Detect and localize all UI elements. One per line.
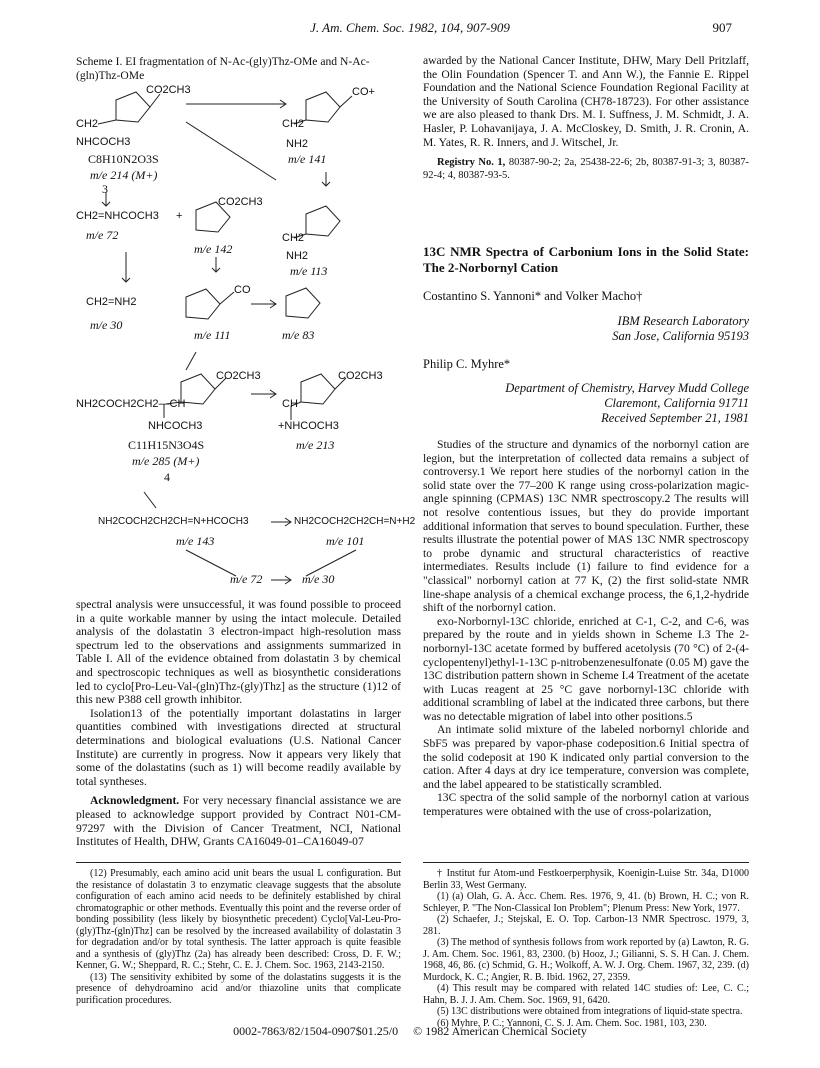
- co2ch3-label: CO2CH3: [216, 370, 261, 382]
- page-footer: [0, 1024, 820, 1039]
- paragraph: spectral analysis were unsuccessful, it was found possible to proceed in a quite workable manner by using the intact molecule. Detailed analysis of the dolastatin 3 electron-impact high-resolution mass spectrum led to the observations and assignments summarized in Table I. All of the evidence obtained from dolastatin 3 by chemical and spectroscopic techniques as well as biosynthetic considerations led to cyclo[Pro-Leu-Val-(gln)Thz-(gly)Thz] as the structure (1)12 of this new P388 cell growth inhibitor.: [76, 598, 401, 707]
- mz-83: m/e 83: [282, 328, 315, 342]
- affiliation-line: Department of Chemistry, Harvey Mudd College: [505, 381, 749, 396]
- page-number: 907: [712, 20, 732, 35]
- mz-72: m/e 72: [86, 228, 119, 242]
- co2ch3-label: CO2CH3: [218, 196, 263, 208]
- nhcoch3-label: NHCOCH3: [148, 420, 203, 432]
- mz-143: m/e 143: [176, 534, 215, 548]
- scheme-caption: Scheme I. EI fragmentation of N-Ac-(gly)Thz-OMe and N-Ac-(gln)Thz-OMe: [76, 55, 370, 82]
- nh2-label: NH2: [286, 138, 309, 150]
- compound-number-4: 4: [164, 470, 170, 484]
- mz-213: m/e 213: [296, 438, 335, 452]
- thiazole-ring-83: [286, 288, 320, 318]
- registry-numbers: [423, 157, 749, 182]
- acknowledgment: [76, 794, 401, 848]
- author-myhre: Philip C. Myhre*: [423, 356, 511, 371]
- article-title: 13C NMR Spectra of Carbonium Ions in the Solid State: The 2-Norbornyl Cation: [423, 244, 749, 275]
- registry-text: 80387-90-2; 2a, 25438-22-6; 2b, 80387-91-3; 3, 80387-92-4; 4, 80387-93-5.: [423, 157, 749, 181]
- thiazole-ring-111: [186, 289, 220, 319]
- article-header: [423, 244, 749, 426]
- fragmentation-scheme: [76, 52, 416, 592]
- mz-141: m/e 141: [288, 152, 327, 166]
- mz-101: m/e 101: [326, 534, 365, 548]
- ch2-label: CH2: [76, 118, 99, 130]
- ch2-nhcoch3-label: CH2=NHCOCH3: [76, 210, 159, 222]
- nhcoch3-cation-label: +NHCOCH3: [278, 420, 339, 432]
- thiazoline-ring-141: [306, 92, 340, 122]
- paragraph: An intimate solid mixture of the labeled norbornyl chloride and SbF5 was prepared by vapor-phase codeposition.6 Initial spectra of the solid codeposit at 190 K indicated only partial conversion to the cation. After 4 days at dry ice temperature, conversion was complete, and the label appeared to be statistically scrambled.: [423, 723, 749, 791]
- right-footnotes: [423, 868, 749, 1029]
- received-date: Received September 21, 1981: [601, 411, 749, 426]
- formula-4: C11H15N3O4S: [128, 438, 205, 452]
- mz-214: m/e 214 (M+): [90, 168, 158, 182]
- ch-label: CH: [282, 398, 298, 410]
- journal-citation: J. Am. Chem. Soc. 1982, 104, 907-909: [310, 20, 510, 35]
- footnote-6: (6) Myhre, P. C.; Yannoni, C. S. J. Am. Chem. Soc. 1981, 103, 230.: [437, 1017, 707, 1029]
- co2ch3-label: CO2CH3: [146, 84, 191, 96]
- nh2coch2-chain-label: NH2COCH2CH2—CH: [76, 398, 186, 410]
- fragment-101-label: NH2COCH2CH2CH=N+H2: [294, 516, 416, 527]
- nh2-label: NH2: [286, 250, 309, 262]
- ch2-label: CH2: [282, 232, 305, 244]
- paragraph: Isolation13 of the potentially important dolastatins in larger quantities combined with investigations directed at structural determinations and biological evaluations (U.S. National Cancer Institute) are currently in progress. Now it appears very likely that some of the dolastatins (such as 1) will become readily available by total syntheses.: [76, 706, 401, 788]
- registry-heading: Registry No. 1,: [437, 157, 506, 169]
- co-radical-label: CO: [234, 284, 251, 296]
- compound-number-3: 3: [102, 182, 108, 196]
- co2ch3-label: CO2CH3: [338, 370, 383, 382]
- thiazole-ring-113: [306, 206, 340, 236]
- mz-30: m/e 30: [90, 318, 123, 332]
- affiliation-ibm: [423, 314, 749, 344]
- right-column-top: [423, 54, 749, 182]
- plus-label: +: [176, 210, 183, 222]
- formula-3: C8H10N2O3S: [88, 152, 159, 166]
- paragraph: Studies of the structure and dynamics of the norbornyl cation are legion, but the interpretation of collected data remains a subject of controversy.1 We report here studies of the norbornyl cation in the solid state over the 77–200 K range using cross-polarization magic-angle spinning (CPMAS) 13C NMR spectroscopy.2 The results will not resolve contentious issues, but they do provide important additional information that serves to bound speculation. Further, these results illustrate the potential power of MAS 13C NMR spectroscopy to probe dynamic and structural characteristics of reactive intermediates. Results include (1) failure to find evidence for a "classical" norbornyl cation at 77 K, (2) the first solid-state NMR line-shape analysis of a chemical exchange process, the 6,1,2-hydride shift of the norbornyl cation.: [423, 438, 749, 615]
- footnote-3: (3) The method of synthesis follows from work reported by (a) Lawton, R. G. J. Am. Chem. Soc. 1961, 83, 2300. (b) Hooz, J.; Gilianni, S. S. H Can. J. Chem. 1968, 46, 86. (c) Schmid, G. H.; Wolkoff, A. W. J. Org. Chem. 1967, 32, 239. (d) Murdock, K. C.; Angier, R. B. Ibid. 1962, 27, 2359.: [423, 937, 749, 983]
- ch2-nh2-label: CH2=NH2: [86, 296, 137, 308]
- right-column-body: [423, 438, 749, 819]
- left-footnotes: [76, 868, 401, 1006]
- acknowledgment-heading: Acknowledgment.: [90, 794, 180, 808]
- footnote-1: (1) (a) Olah, G. A. Acc. Chem. Res. 1976, 9, 41. (b) Brown, H. C.; von R. Schleyer, P. "The Non-Classical Ion Problem"; Plenum Press: New York, 1977.: [423, 891, 749, 914]
- thiazoline-ring-4: [181, 374, 215, 404]
- mz-285: m/e 285 (M+): [132, 454, 200, 468]
- affiliation-line: San Jose, California 95193: [612, 328, 749, 343]
- affiliation-line: IBM Research Laboratory: [617, 313, 749, 328]
- authors: Costantino S. Yannoni* and Volker Macho†: [423, 289, 643, 303]
- left-column-body: [76, 598, 401, 849]
- acknowledgment-text: For very necessary financial assistance we are pleased to acknowledge support provided by Contract N01-CM-97297 with the Division of Cancer Treatment, NCI, National Institutes of Health, DHW, Grants CA16049-01–CA16049-07: [76, 794, 401, 849]
- fragment-143-label: NH2COCH2CH2CH=N+HCOCH3: [98, 516, 249, 527]
- footnote-dagger: † Institut fur Atom-und Festkoerperphysik, Koenigin-Luise Str. 34a, D1000 Berlin 33, West Germany.: [423, 868, 749, 891]
- affiliation-line: Claremont, California 91711: [604, 396, 749, 411]
- thiazoline-ring-213: [301, 374, 335, 404]
- mz-142: m/e 142: [194, 242, 233, 256]
- mz-113: m/e 113: [290, 264, 328, 278]
- footnote-13: (13) The sensitivity exhibited by some of the dolastatins suggests it is the presence of dehydroamino acid and/or thiazoline units that complicate purification procedures.: [76, 971, 401, 1006]
- co-plus-label: CO+: [352, 86, 375, 98]
- footnote-2: (2) Schaefer, J.; Stejskal, E. O. Top. Carbon-13 NMR Spectrosc. 1979, 3, 281.: [423, 914, 749, 937]
- footnote-divider: [76, 862, 401, 863]
- paragraph: exo-Norbornyl-13C chloride, enriched at C-1, C-2, and C-6, was prepared by the route and in yields shown in Scheme I.3 The 2-norbornyl-13C acetate formed by buffered acetolysis (70 °C) of 2-(4-cyclopentenyl)ethyl-1-13C p-nitrobenzenesulfonate (0.05 M) gave the 13C distribution pattern shown in Scheme I.4 Treatment of the acetate with Lucas reagent at 25 °C gave norbornyl-13C chloride with additional scrambling of label at the indicated three carbons, but there was no detectable migration of label into other positions.5: [423, 614, 749, 723]
- mz-72: m/e 72: [230, 572, 263, 586]
- thiazoline-ring-3: [116, 92, 150, 122]
- mz-30: m/e 30: [302, 572, 335, 586]
- footnote-divider: [423, 862, 749, 863]
- running-header: [0, 20, 820, 40]
- copyright: © 1982 American Chemical Society: [413, 1024, 587, 1038]
- nhcoch3-label: NHCOCH3: [76, 136, 131, 148]
- article-code: 0002-7863/82/1504-0907$01.25/0: [233, 1024, 399, 1038]
- footnote-4: (4) This result may be compared with related 14C studies of: Lee, C. C.; Hahn, B. J. J. Am. Chem. Soc. 1969, 91, 6420.: [423, 983, 749, 1006]
- footnote-12: (12) Presumably, each amino acid unit bears the usual L configuration. But the resistance of dolastatin 3 to enzymatic cleavage suggests that the absolute configuration of each amino acid needs to be definitely established by chiral chromatographic or other methods. Eventually this point and the reverse order of bonding possibility (less likely by biosynthetic precedent) Cyclo[Val-Leu-Pro-(gly)Thz-(gln)Thz] can be resolved by the increased availability of dolastatin 3 for degradation and/or by total synthesis. The latter approach is quite feasible and a synthesis of (gly)Thz (2a) has already been described: Cross, D. F. W.; Kenner, G. W.; Sheppard, R. C.; Stehr, C. E. J. Chem. Soc. 1963, 2143-2150.: [76, 868, 401, 971]
- footnote-5: (5) 13C distributions were obtained from integrations of liquid-state spectra.: [437, 1006, 743, 1017]
- affiliation-harvey-mudd: [423, 381, 749, 426]
- acknowledgment-continued: awarded by the National Cancer Institute, DHW, Mary Dell Pritzlaff, the Olin Foundation (Spencer T. and Ann W.), the Fannie E. Rippel Foundation and the National Science Foundation Regional Facility at the University of South Carolina (CH78-18723). For other assistance we are also pleased to thank Drs. M. I. Suffness, J. M. Schmidt, J. A. Hasler, P. Lohavanijaya, J. A. McCloskey, D. Smith, J. R. Cronin, A. M. Yates, R. R. Inners, and J. Witschel, Jr.: [423, 54, 749, 149]
- paragraph: 13C spectra of the solid sample of the norbornyl cation at various temperatures were obtained with the use of cross-polarization,: [423, 791, 749, 819]
- scheme-drawing: [76, 52, 416, 592]
- mz-111: m/e 111: [194, 328, 231, 342]
- ch2-label: CH2: [282, 118, 305, 130]
